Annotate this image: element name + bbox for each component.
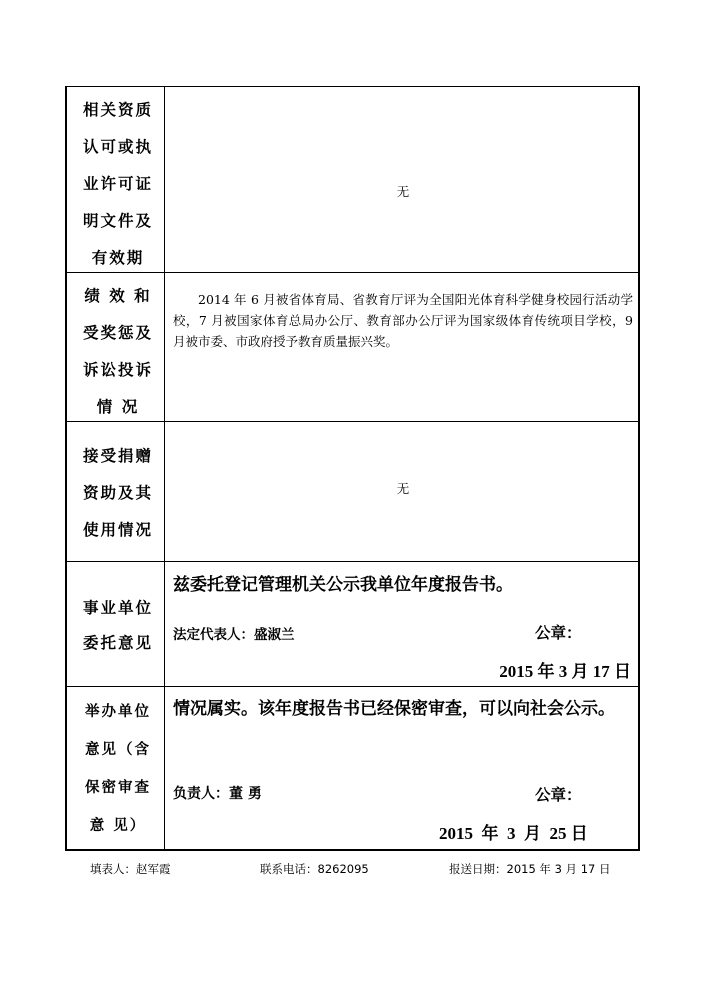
qualification-value: 无 [396, 184, 410, 199]
submit-date [449, 861, 611, 877]
sponsor-responsible-name: 董 勇 [229, 786, 262, 802]
filler-label: 填表人： [90, 862, 136, 876]
filler [90, 861, 171, 877]
row-divider [65, 686, 640, 687]
sponsor-statement: 情况属实。该年度报告书已经保密审查，可以向社会公示。 [173, 699, 615, 719]
table-border-top [65, 86, 640, 87]
entrust-seal-label: 公章： [535, 624, 582, 642]
row-divider [65, 561, 640, 562]
legal-representative-label: 法定代表人： [173, 627, 254, 643]
contact-phone [260, 861, 369, 877]
filler-name: 赵军霞 [136, 862, 171, 876]
submit-date-value: 2015 年 3 月 17 日 [506, 862, 611, 876]
entrust-label: 事业单位 委托意见 [82, 599, 153, 652]
donation-label: 接受捐赠 资助及其 使用情况 [82, 447, 153, 539]
performance-text: 2014 年 6 月被省体育局、省教育厅评为全国阳光体育科学健身校园行活动学校，7 月被国家体育总局办公厅、教育部办公厅评为国家级体育传统项目学校，9 月被市委、市政府授予教育质量振兴奖。 [173, 292, 633, 349]
performance-label: 绩 效 和 受奖惩及 诉讼投诉 情 况 [82, 287, 153, 416]
entrust-statement: 兹委托登记管理机关公示我单位年度报告书。 [173, 575, 513, 595]
phone-number: 8262095 [317, 862, 369, 876]
donation-value: 无 [396, 481, 410, 496]
table-border-right [638, 86, 640, 851]
qualification-label: 相关资质 认可或执 业许可证 明文件及 有效期 [82, 101, 153, 267]
sponsor-date: 2015 年 3 月 25 日 [439, 824, 588, 843]
column-divider [164, 86, 165, 851]
entrust-date: 2015 年 3 月 17 日 [499, 662, 631, 681]
table-border-bottom [65, 849, 640, 851]
legal-representative-name: 盛淑兰 [254, 627, 295, 643]
sponsor-responsible-label: 负责人： [173, 786, 229, 802]
table-border-left [65, 86, 67, 851]
submit-date-label: 报送日期： [449, 862, 507, 876]
sponsor-label: 举办单位 意见（含 保密审查 意 见） [85, 704, 151, 834]
sponsor-seal-label: 公章： [535, 786, 582, 804]
phone-label: 联系电话： [260, 862, 318, 876]
report-form-table [65, 86, 640, 851]
